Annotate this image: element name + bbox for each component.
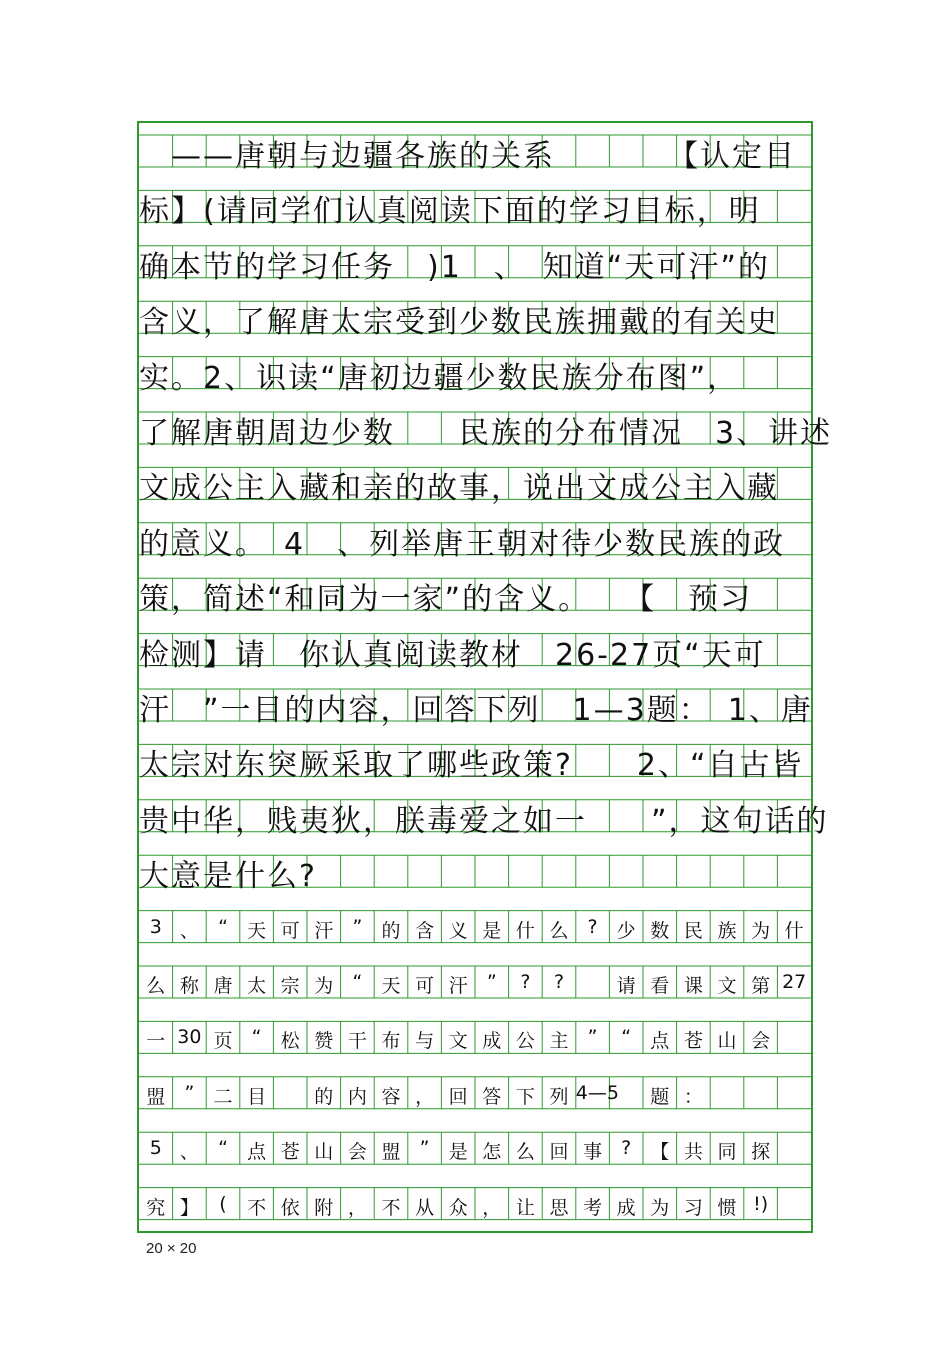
text-line: 了解唐朝周边少数 民族的分布情况 3、讲述 — [139, 416, 833, 451]
grid-cell-char: 么 — [146, 975, 166, 997]
grid-cell-char: 课 — [683, 975, 703, 997]
grid-cell-char: 下 — [515, 1085, 535, 1108]
grid-cell-char: 公 — [515, 1030, 535, 1053]
grid-lines — [139, 123, 833, 1231]
grid-cell-char: 同 — [717, 1141, 737, 1164]
grid-cell-char: “ — [251, 1026, 262, 1049]
grid-cell-char: 点 — [650, 1030, 670, 1053]
grid-cell-char: ， — [482, 1196, 502, 1219]
grid-cell-char: ? — [587, 915, 598, 938]
grid-cell-char: 与 — [415, 1030, 435, 1053]
grid-cell-char: ” — [419, 1137, 430, 1160]
text-line: 文成公主入藏和亲的故事，说出文成公主入藏 — [139, 471, 779, 507]
grid-cell-char: 山 — [717, 1030, 737, 1053]
grid-cell-char: 苍 — [280, 1141, 300, 1164]
grid-cell-char: 的 — [381, 919, 401, 942]
grid-cell-char: 考 — [583, 1196, 603, 1219]
grid-cell-char: 盟 — [146, 1085, 166, 1108]
grid-cell-char: 【 — [650, 1141, 670, 1164]
grid-cell-char: 从 — [415, 1196, 435, 1219]
grid-cell-char: 民 — [683, 919, 703, 942]
grid-cell-char: 第 — [751, 975, 771, 997]
grid-cell-char: 答 — [482, 1085, 502, 1108]
grid-cell-char: 么 — [549, 919, 569, 942]
grid-cell-char: 共 — [683, 1141, 703, 1164]
grid-cell-char: 众 — [448, 1196, 468, 1219]
text-line: 汗 ”一目的内容，回答下列 1—3题： 1、唐 — [139, 693, 813, 728]
grid-cell-char: 30 — [177, 1026, 202, 1049]
grid-cell-char: 点 — [247, 1141, 267, 1164]
grid-cell-char: 容 — [381, 1085, 401, 1108]
grid-cell-char: ： — [683, 1085, 703, 1108]
grid-cell-char: 文 — [717, 975, 737, 997]
grid-cell-char: “ — [218, 915, 228, 938]
grid-cell-char: 回 — [549, 1141, 569, 1164]
grid-cell-char: 让 — [515, 1196, 535, 1219]
text-line: 策，简述“和同为一家”的含义。 【 预习 — [139, 582, 753, 618]
grid-cell-char: 族 — [717, 919, 737, 942]
text-line: 检测】请 你认真阅读教材 26-27页“天可 — [139, 637, 766, 673]
grid-cell-char: ? — [520, 971, 531, 993]
grid-cell-char: 义 — [448, 919, 468, 942]
grid-cell-char: ? — [553, 971, 565, 993]
grid-cell-char: 列 — [549, 1085, 569, 1108]
grid-cell-char: 4—5 — [575, 1081, 619, 1104]
grid-cell-char: 汗 — [314, 919, 334, 942]
grid-cell-char: “ — [218, 1137, 228, 1160]
grid-cell-char: ? — [621, 1137, 632, 1160]
grid-cell-char: 探 — [751, 1141, 771, 1164]
text-line: 含义，了解唐太宗受到少数民族拥戴的有关史 — [139, 305, 779, 341]
grid-paper — [137, 121, 833, 1233]
grid-cell-char: 为 — [314, 975, 334, 997]
grid-cell-char: ” — [486, 971, 497, 993]
grid-cell-char: 5 — [149, 1137, 162, 1160]
grid-cell-char: ， — [347, 1196, 367, 1219]
grid-cell-char: 3 — [149, 915, 162, 938]
grid-cell-char: 少 — [616, 919, 636, 942]
grid-cell-char: 含 — [415, 919, 435, 942]
grid-cell-char: 为 — [751, 919, 771, 942]
grid-cell-char: 太 — [247, 975, 267, 997]
grid-cell-char: 目 — [247, 1085, 267, 1108]
grid-cell-char: 松 — [280, 1030, 300, 1053]
grid-cell-char: 是 — [448, 1141, 468, 1164]
grid-cell-char: ” — [587, 1026, 598, 1049]
grid-cell-char: 是 — [482, 919, 502, 942]
grid-cell-char: 不 — [247, 1196, 267, 1219]
grid-cell-char: 可 — [415, 975, 435, 997]
grid-cell-char: 回 — [448, 1085, 468, 1108]
grid-cell-char: 事 — [583, 1141, 603, 1164]
grid-cell-char: 盟 — [381, 1141, 401, 1164]
grid-cell-char: 、 — [179, 919, 199, 942]
grid-cell-char: 】 — [179, 1196, 199, 1219]
text-line: 贵中华，贱夷狄，朕毒爱之如一 ”，这句话的 — [139, 803, 829, 839]
grid-cell-char: 数 — [650, 919, 670, 942]
grid-cell-char: 什 — [515, 919, 535, 942]
grid-cell-char: ， — [415, 1085, 435, 1108]
grid-size-label: 20 × 20 — [146, 1240, 197, 1257]
grid-cell-char: ( — [219, 1192, 227, 1215]
grid-cell-char: ” — [352, 915, 363, 938]
grid-cell-char: 成 — [482, 1030, 502, 1053]
grid-cell-char: ” — [184, 1081, 195, 1104]
grid-cell-char: 汗 — [448, 975, 468, 997]
grid-cell-char: 页 — [213, 1030, 233, 1053]
grid-cell-char: 么 — [515, 1141, 535, 1164]
grid-cell-char: “ — [621, 1026, 632, 1049]
grid-cell-char: !) — [753, 1192, 769, 1215]
grid-cell-char: 题 — [650, 1085, 670, 1108]
grid-cell-char: 宗 — [280, 975, 300, 997]
grid-cell-char: 会 — [347, 1141, 367, 1164]
grid-cell-char: 习 — [683, 1196, 703, 1219]
grid-cell-char: “ — [352, 971, 363, 993]
grid-cell-char: 天 — [247, 919, 267, 942]
grid-cell-char: 内 — [347, 1085, 367, 1108]
grid-cell-char: 附 — [314, 1196, 334, 1219]
grid-cell-char: 什 — [784, 919, 804, 942]
grid-cell-char: 苍 — [683, 1030, 703, 1053]
text-line: 的意义。 4 、列举唐王朝对待少数民族的政 — [139, 526, 786, 562]
text-line: 确本节的学习任务 )1 、 知道“天可汗”的 — [139, 249, 770, 285]
grid-cell-char: 27 — [782, 971, 807, 993]
grid-cell-char: 主 — [549, 1030, 569, 1053]
grid-cell-char: 惯 — [717, 1196, 737, 1219]
grid-cell-char: 看 — [650, 975, 670, 997]
grid-cell-char: 会 — [751, 1030, 771, 1053]
grid-cell-char: 究 — [146, 1196, 166, 1219]
grid-cell-char: 一 — [146, 1030, 166, 1053]
grid-cell-char: 请 — [616, 975, 636, 997]
text-line: 大意是什么? — [139, 859, 317, 895]
grid-cell-char: 、 — [179, 1141, 199, 1164]
grid-cell-char: 怎 — [482, 1141, 502, 1164]
grid-cell-char: 天 — [381, 975, 401, 997]
grid-cell-char: 干 — [347, 1030, 367, 1053]
grid-cell-char: 为 — [650, 1196, 670, 1219]
grid-cell-char: 二 — [213, 1085, 233, 1108]
grid-cell-char: 唐 — [213, 975, 233, 997]
grid-cell-char: 成 — [616, 1196, 636, 1219]
grid-cell-char: 思 — [549, 1196, 569, 1219]
grid-cell-char: 的 — [314, 1085, 334, 1108]
grid-cell-char: 赞 — [314, 1030, 334, 1053]
grid-cell-char: 文 — [448, 1030, 468, 1053]
grid-cell-char: 称 — [179, 975, 199, 997]
text-line: 太宗对东突厥采取了哪些政策? 2、“自古皆 — [139, 748, 804, 784]
text-line: ——唐朝与边疆各族的关系 【认定目 — [139, 139, 796, 174]
grid-cell-char: 布 — [381, 1030, 401, 1053]
grid-cell-char: 山 — [314, 1141, 334, 1164]
grid-cell-char: 不 — [381, 1196, 401, 1219]
grid-cell-char: 可 — [280, 919, 300, 942]
text-line: 实。2、识读“唐初边疆少数民族分布图”， — [139, 360, 740, 396]
text-line: 标】(请同学们认真阅读下面的学习目标，明 — [139, 194, 761, 230]
grid-cell-char: 依 — [280, 1196, 300, 1219]
